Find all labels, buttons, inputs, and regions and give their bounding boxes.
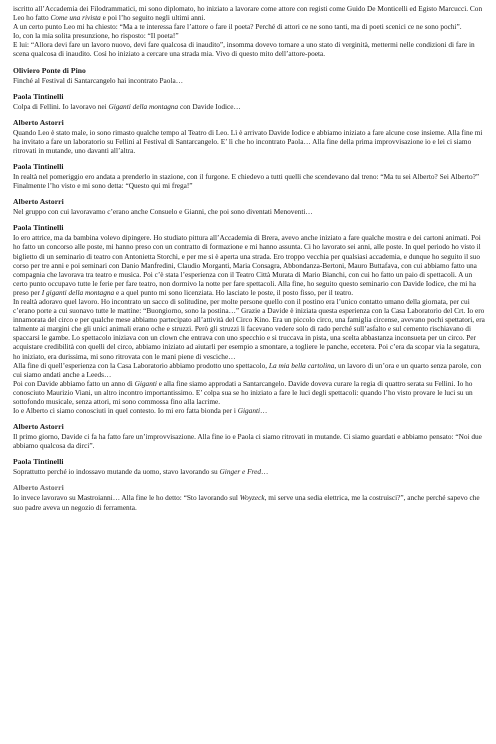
italic-title-text: Woyzeck	[239, 493, 265, 503]
speaker-name: Alberto Astorri	[13, 197, 64, 207]
italic-title-text: La mia bella cartolina	[268, 360, 335, 370]
text-segment: Io, con la mia solita presunzione, ho risposto: “Il poeta!”	[13, 31, 179, 41]
text-segment: con Davide Iodice…	[178, 101, 241, 111]
speech-text	[13, 172, 488, 190]
paragraph	[13, 297, 488, 361]
speech-text	[13, 207, 488, 216]
italic-title-text: Ginger e Fred	[219, 467, 261, 477]
paragraph	[13, 379, 488, 406]
italic-title-text: Come una rivista	[50, 13, 101, 23]
text-segment: , un lavoro di un’ora e un quarto senza parole, con cui siamo andati anche a Leeds…	[13, 360, 482, 379]
text-segment: Nel gruppo con cui lavoravamo c’erano anche Consuelo e Gianni, che poi sono diventati Menoventi…	[13, 207, 313, 217]
speech-text	[13, 76, 488, 85]
dialogue-block	[13, 92, 488, 111]
paragraph	[13, 40, 488, 58]
paragraph	[13, 207, 488, 216]
dialogue-block	[13, 4, 488, 59]
speaker-name: Paola Tintinelli	[13, 91, 64, 101]
paragraph	[13, 493, 488, 511]
text-segment: e poi l’ho seguito negli ultimi anni.	[100, 13, 206, 23]
italic-title-text: I giganti della montagna	[41, 287, 115, 297]
text-segment: Alla fine di quell’esperienza con la Casa Laboratorio abbiamo prodotto uno spettacolo,	[13, 360, 269, 370]
text-segment: A un certo punto Leo mi ha chiesto: “Ma a te interessa fare l’attore o fare il poeta? Perché di attori ce ne sono tanti, ma di poeti scenici ce ne sono pochi”.	[13, 22, 462, 32]
dialogue-block	[13, 197, 488, 216]
speaker-name: Alberto Astorri	[13, 422, 64, 432]
text-segment: …	[260, 406, 268, 416]
paragraph	[13, 22, 488, 31]
text-segment: Io invece lavoravo su Mastroianni… Alla fine le ho detto: “Sto lavorando sul	[13, 493, 240, 503]
paragraph	[13, 432, 488, 450]
text-segment: Io e Alberto ci siamo conosciuti in quel contesto. Io mi ero fatta bionda per i	[13, 406, 238, 416]
paragraph	[13, 76, 488, 85]
speech-text	[13, 233, 488, 415]
text-segment: In realtà nel pomeriggio ero andata a prenderlo in stazione, con il furgone. E chiedevo a tutti quelli che scendevano dal treno: “Ma tu sei Alberto? Sei Alberto?” Finalmente l’ho visto e mi sono detta: “Questo qui mi frega!”	[13, 172, 480, 191]
speech-text	[13, 4, 488, 59]
dialogue-block	[13, 66, 488, 85]
speech-text	[13, 432, 488, 450]
speaker-name: Paola Tintinelli	[13, 457, 64, 467]
paragraph	[13, 233, 488, 297]
speaker-name: Paola Tintinelli	[13, 162, 64, 172]
paragraph	[13, 31, 488, 40]
dialogue-block	[13, 118, 488, 155]
speaker-name: Alberto Astorri	[13, 117, 64, 127]
text-segment: Finché al Festival di Santarcangelo hai incontrato Paola…	[13, 75, 184, 85]
text-segment: Quando Leo è stato male, io sono rimasto qualche tempo al Teatro di Leo. Lì è arrivato Davide Iodice e abbiamo iniziato a fare alcune cose insieme. Alla fine mi ha invitato a fare un laboratorio su Fellini al Festival di Santarcangelo. E’ lì che ho incontrato Paola… Alla fine della prima improvvisazione io e lei ci siamo ritrovati in mutande, uno davanti all’altra.	[13, 127, 483, 155]
dialogue-block	[13, 457, 488, 476]
paragraph	[13, 361, 488, 379]
speech-text	[13, 493, 488, 511]
speaker-name: Paola Tintinelli	[13, 223, 64, 233]
text-segment: e a quel punto mi sono licenziata. Ho lasciato le poste, il posto fisso, per il teatro.	[114, 287, 354, 297]
speaker-name: Oliviero Ponte di Pino	[13, 65, 86, 75]
dialogue-block	[13, 223, 488, 415]
text-segment: …	[261, 467, 269, 477]
speaker-name: Alberto Astorri	[13, 483, 64, 493]
text-segment: , mi serve una sedia elettrica, me la costruisci?”, anche perché sapevo che suo padre aveva un negozio di ferramenta.	[13, 493, 480, 512]
text-segment: Io ero attrice, ma da bambina volevo dipingere. Ho studiato pittura all’Accademia di Brera, avevo anche iniziato a fare qualche mostra e dei cartoni animati. Poi ho fatto un concorso alle poste, mi hanno preso con un contratto di formazione e mi hanno assunta. Ci ho lavorato sei anni, alle poste. In quel periodo ho visto il biglietto di un seminario di teatro con Antonietta Storchi, e per me si è aperta una strada. Ero troppo vecchia per qualsiasi accademia, e dunque ho seguito il suo corso per tre anni e poi seminari con Danio Manfredini, Claudio Morganti, Maria Consagra, Abbondanza-Bertoni, Mauro Buttafava, con cui abbiamo fatto una compagnia che lavorava tra teatro e musica. Poi c’è stata l’esperienza con il Teatro Città Murata di Mario Bianchi, con cui ho fatto un paio di spettacoli. A un certo punto occupavo tutte le ferie per fare teatro, non dormivo la notte per fare spettacoli. Alla fine, ho seguito questo seminario con Davide Iodice, che mi ha preso per	[13, 233, 481, 297]
speech-text	[13, 467, 488, 476]
speech-text	[13, 102, 488, 111]
paragraph	[13, 102, 488, 111]
italic-title-text: Giganti della montagna	[108, 101, 179, 111]
dialogue-block	[13, 162, 488, 190]
text-segment: Colpa di Fellini. Io lavoravo nei	[13, 101, 109, 111]
paragraph	[13, 406, 488, 415]
text-segment: Soprattutto perché io indossavo mutande da uomo, stavo lavorando su	[13, 467, 220, 477]
text-segment: Poi con Davide abbiamo fatto un anno di	[13, 378, 135, 388]
text-segment: iscritto all’Accademia dei Filodrammatici, mi sono diplomato, ho iniziato a lavorare come attore con registi come Guido De Monticelli ed Egisto Marcucci. Con Leo ho fatto	[13, 4, 483, 23]
italic-title-text: Giganti	[134, 378, 157, 388]
paragraph	[13, 4, 488, 22]
speech-text	[13, 128, 488, 155]
text-segment: e alla fine siamo approdati a Santarcangelo. Davide doveva curare la regia di quattro serata su Fellini. Io ho conosciuto Maurizio Viani, un altro incontro importantissimo. E’ colpa sua se ho iniziato a fare le luci degli spettacoli: quando l’ho visto provare le luci su un sottofondo musicale, senza attori, mi sono commossa fino alla lacrime.	[13, 378, 473, 406]
text-segment: In realtà adoravo quel lavoro. Ho incontrato un sacco di solitudine, per molte persone quello con il postino era l’unico contatto umano della giornata, per cui c’erano porte a cui suonavo tutte le mattine: “Buongiorno, sono la postina…” Grazie a Davide è iniziata questa esperienza con la Casa Laboratorio del Crt. Io ero innamorata del circo e per qualche mese abbiamo partecipato all’attività del Circo Kino. Era un piccolo circo, una famiglia circense, avevano pochi spettatori, era talmente ai margini che gli unici animali erano oche e struzzi. Però gli struzzi li facevano vedere solo di rado perché sull’asfalto e sul cemento rischiavano di spaccarsi le gambe. Lo spettacolo iniziava con un clown che entrava con uno specchio e si truccava in pista, una scelta abbastanza inconsueta per un circo. Per acquistare credibilità con quelli del circo, abbiamo iniziato ad aiutarli per esempio a smontare, a togliere le panche, eccetera. Poi c’era da scopar via la segatura, ho iniziato, era durissima, mi sono ritrovata con le mani piene di vesciche…	[13, 296, 485, 361]
paragraph	[13, 128, 488, 155]
text-segment: Il primo giorno, Davide ci fa ha fatto fare un’improvvisazione. Alla fine io e Paola ci siamo ritrovati in mutande. Ci siamo guardati e abbiamo pensato: “Noi due abbiamo qualcosa da dirci”.	[13, 432, 482, 451]
paragraph	[13, 467, 488, 476]
italic-title-text: Giganti	[237, 406, 261, 416]
text-segment: E lui: “Allora devi fare un lavoro nuovo, devi fare qualcosa di inaudito”, insomma dovevo tornare a uno stato di verginità, mettermi nelle condizioni di fare in scena qualcosa di inaudito. Così ho iniziato a cercare una strada mia. Vivo di questo mito dell’attore-poeta.	[13, 40, 475, 59]
dialogue-block	[13, 422, 488, 450]
paragraph	[13, 172, 488, 190]
dialogue-block	[13, 483, 488, 511]
